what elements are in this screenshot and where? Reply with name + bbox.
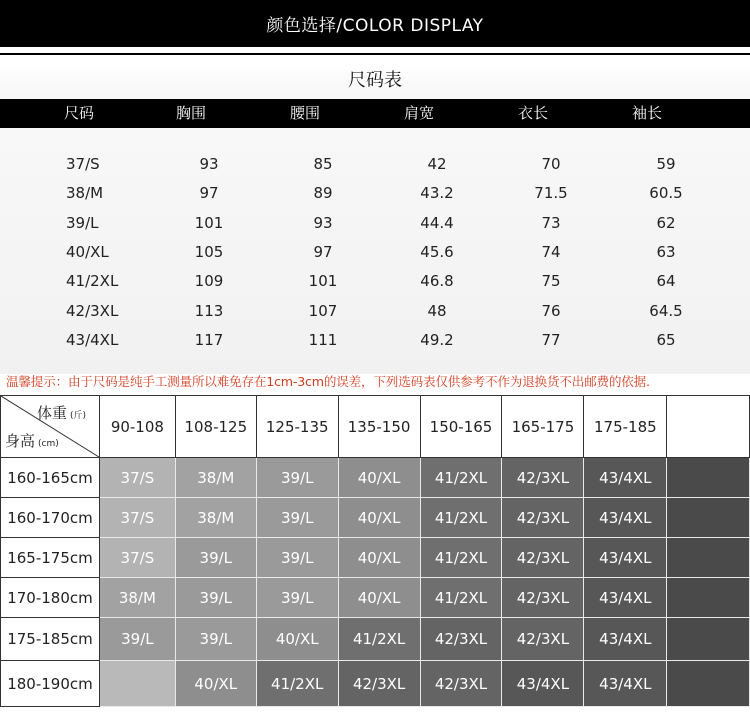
recommended-size-cell xyxy=(667,458,750,498)
recommended-size-cell xyxy=(667,578,750,618)
recommended-size-cell: 40/XL xyxy=(256,618,338,661)
divider xyxy=(0,53,750,55)
height-label: 身高 (cm) xyxy=(5,432,59,450)
recommended-size-cell: 40/XL xyxy=(338,458,420,498)
weight-label: 体重 (斤) xyxy=(37,404,87,422)
recommended-size-cell: 43/4XL xyxy=(584,578,667,618)
measurement-value: 65 xyxy=(656,330,676,349)
recommended-size-cell: 43/4XL xyxy=(584,458,667,498)
measurement-value: 107 xyxy=(308,301,338,320)
recommended-size-cell: 43/4XL xyxy=(584,661,667,707)
recommended-size-cell xyxy=(667,538,750,578)
measurement-value: 45.6 xyxy=(420,242,454,261)
col-header-chest: 胸围 xyxy=(176,104,207,122)
recommended-size-cell xyxy=(667,618,750,661)
height-range-label: 175-185cm xyxy=(1,618,100,661)
recommended-size-cell xyxy=(99,661,175,707)
height-range-label: 160-165cm xyxy=(1,458,100,498)
size-name: 42/3XL xyxy=(66,301,119,320)
recommended-size-cell: 41/2XL xyxy=(338,618,420,661)
measurement-value: 70 xyxy=(541,155,561,173)
measurement-value: 73 xyxy=(541,213,561,232)
size-chart-row xyxy=(0,209,750,238)
col-header-waist: 腰围 xyxy=(290,104,321,122)
weight-range-header: 165-175 xyxy=(502,396,584,458)
recommended-size-cell: 43/4XL xyxy=(502,661,584,707)
size-name: 37/S xyxy=(66,155,100,173)
measurement-value: 97 xyxy=(313,242,333,261)
recommended-size-cell: 39/L xyxy=(256,538,338,578)
recommended-size-cell: 42/3XL xyxy=(420,661,502,707)
measurement-value: 71.5 xyxy=(534,184,568,203)
recommended-size-cell: 41/2XL xyxy=(420,578,502,618)
recommended-size-cell: 37/S xyxy=(99,458,175,498)
height-range-label: 160-170cm xyxy=(1,498,100,538)
size-name: 39/L xyxy=(66,213,99,232)
size-chart-row xyxy=(0,150,750,179)
col-header-shoulder: 肩宽 xyxy=(404,104,435,122)
measurement-value: 117 xyxy=(194,330,224,349)
size-name: 41/2XL xyxy=(66,272,119,291)
measurement-value: 64 xyxy=(656,272,676,291)
recommended-size-cell: 39/L xyxy=(256,458,338,498)
measurement-value: 97 xyxy=(199,184,219,203)
size-chart-row xyxy=(0,326,750,355)
recommended-size-cell: 37/S xyxy=(99,538,175,578)
grid-row xyxy=(1,578,750,618)
recommended-size-cell: 40/XL xyxy=(338,578,420,618)
recommended-size-cell: 39/L xyxy=(256,578,338,618)
weight-range-header: 108-125 xyxy=(175,396,256,458)
measurement-value: 59 xyxy=(656,155,676,173)
size-chart-body xyxy=(0,128,750,374)
weight-range-header: 90-108 xyxy=(99,396,175,458)
header-title: 颜色选择/COLOR DISPLAY xyxy=(266,16,484,36)
size-chart-header xyxy=(0,99,750,128)
grid-row xyxy=(1,661,750,707)
recommended-size-cell: 37/S xyxy=(99,498,175,538)
recommended-size-cell: 38/M xyxy=(175,458,256,498)
recommended-size-cell: 41/2XL xyxy=(420,538,502,578)
col-header-length: 衣长 xyxy=(518,104,549,122)
size-chart-row xyxy=(0,297,750,326)
recommended-size-cell: 38/M xyxy=(99,578,175,618)
size-name: 40/XL xyxy=(66,242,109,261)
height-range-label: 180-190cm xyxy=(1,661,100,707)
recommended-size-cell: 42/3XL xyxy=(338,661,420,707)
weight-range-header: 125-135 xyxy=(256,396,338,458)
measurement-value: 46.8 xyxy=(420,272,454,291)
measurement-value: 60.5 xyxy=(649,184,683,203)
grid-row xyxy=(1,538,750,578)
recommended-size-cell: 40/XL xyxy=(175,661,256,707)
weight-range-header xyxy=(667,396,750,458)
size-notice: 温馨提示：由于尺码是纯手工测量所以难免存在1cm-3cm的误差，下列选码表仅供参考不作为退换货不出邮费的依据. xyxy=(6,374,650,389)
measurement-value: 101 xyxy=(308,272,338,291)
recommended-size-cell: 39/L xyxy=(175,538,256,578)
measurement-value: 113 xyxy=(194,301,224,320)
measurement-value: 111 xyxy=(308,330,338,349)
measurement-value: 63 xyxy=(656,242,676,261)
recommended-size-cell: 40/XL xyxy=(338,538,420,578)
measurement-value: 75 xyxy=(541,272,561,291)
col-header-sleeve: 袖长 xyxy=(632,104,663,122)
size-chart-row xyxy=(0,179,750,208)
measurement-value: 109 xyxy=(194,272,224,291)
recommended-size-cell xyxy=(667,498,750,538)
measurement-value: 43.2 xyxy=(420,184,454,203)
measurement-value: 44.4 xyxy=(420,213,454,232)
recommended-size-cell: 39/L xyxy=(256,498,338,538)
measurement-value: 105 xyxy=(194,242,224,261)
measurement-value: 85 xyxy=(313,155,333,173)
col-header-size: 尺码 xyxy=(64,104,95,122)
recommended-size-cell: 42/3XL xyxy=(502,538,584,578)
height-range-label: 170-180cm xyxy=(1,578,100,618)
recommended-size-cell: 42/3XL xyxy=(502,458,584,498)
weight-range-header: 175-185 xyxy=(584,396,667,458)
recommended-size-cell: 42/3XL xyxy=(502,618,584,661)
measurement-value: 76 xyxy=(541,301,561,320)
grid-row xyxy=(1,498,750,538)
recommended-size-cell: 38/M xyxy=(175,498,256,538)
recommended-size-cell: 41/2XL xyxy=(420,498,502,538)
recommended-size-cell: 42/3XL xyxy=(420,618,502,661)
measurement-value: 62 xyxy=(656,213,676,232)
color-display-header xyxy=(0,0,750,47)
measurement-value: 64.5 xyxy=(649,301,683,320)
measurement-value: 77 xyxy=(541,330,561,349)
recommended-size-cell: 39/L xyxy=(175,578,256,618)
recommended-size-cell: 39/L xyxy=(175,618,256,661)
measurement-value: 42 xyxy=(427,155,447,173)
size-chart-row xyxy=(0,267,750,296)
recommended-size-cell: 43/4XL xyxy=(584,618,667,661)
weight-range-header: 150-165 xyxy=(420,396,502,458)
recommended-size-cell: 43/4XL xyxy=(584,498,667,538)
recommended-size-cell: 41/2XL xyxy=(256,661,338,707)
size-chart xyxy=(0,99,750,374)
height-range-label: 165-175cm xyxy=(1,538,100,578)
size-name: 43/4XL xyxy=(66,330,119,349)
recommended-size-cell: 39/L xyxy=(99,618,175,661)
weight-range-header: 135-150 xyxy=(338,396,420,458)
size-name: 38/M xyxy=(66,184,104,203)
size-recommendation-grid xyxy=(0,395,750,707)
measurement-value: 74 xyxy=(541,242,561,261)
recommended-size-cell: 42/3XL xyxy=(502,578,584,618)
recommended-size-cell: 41/2XL xyxy=(420,458,502,498)
measurement-value: 89 xyxy=(313,184,333,203)
measurement-value: 93 xyxy=(199,155,219,173)
measurement-value: 49.2 xyxy=(420,330,454,349)
recommended-size-cell: 43/4XL xyxy=(584,538,667,578)
measurement-value: 101 xyxy=(194,213,224,232)
measurement-value: 93 xyxy=(313,213,333,232)
grid-row xyxy=(1,618,750,661)
grid-corner xyxy=(1,396,100,458)
measurement-value: 48 xyxy=(427,301,447,320)
grid-row xyxy=(1,458,750,498)
recommended-size-cell: 40/XL xyxy=(338,498,420,538)
recommended-size-cell: 42/3XL xyxy=(502,498,584,538)
size-chart-title: 尺码表 xyxy=(0,63,750,99)
size-chart-row xyxy=(0,238,750,267)
recommended-size-cell xyxy=(667,661,750,707)
